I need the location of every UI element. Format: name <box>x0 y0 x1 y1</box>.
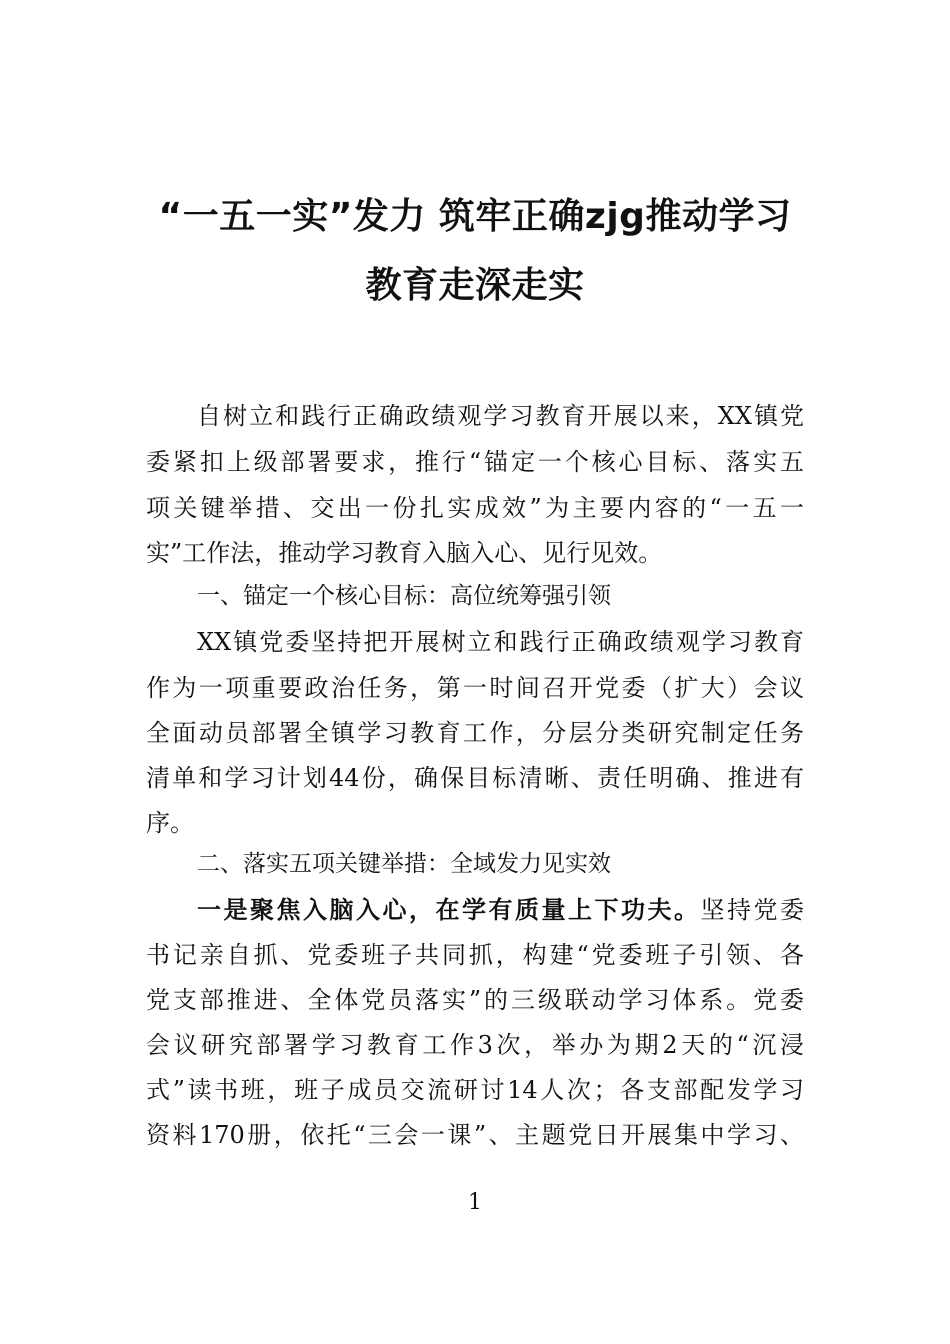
section-1-line-2: 作为一项重要政治任务，第一时间召开党委（扩大）会议 <box>146 674 804 702</box>
intro-line-1: 自树立和践行正确政绩观学习教育开展以来，XX镇党 <box>197 402 804 430</box>
section-1-line-5: 序。 <box>146 809 194 837</box>
section-1-line-1: XX镇党委坚持把开展树立和践行正确政绩观学习教育 <box>197 628 804 656</box>
section-2-line-5: 资料170册，依托“三会一课”、主题党日开展集中学习、 <box>146 1121 804 1149</box>
intro-line-4: 实”工作法，推动学习教育入脑入心、见行见效。 <box>146 539 663 567</box>
section-1-line-4: 清单和学习计划44份，确保目标清晰、责任明确、推进有 <box>146 764 804 792</box>
page-number: 1 <box>468 1190 482 1215</box>
section-2-line-3: 会议研究部署学习教育工作3次，举办为期2天的“沉浸 <box>146 1031 804 1059</box>
section-2-lead-rest: 坚持党委 <box>700 896 804 924</box>
section-2-heading: 二、落实五项关键举措：全域发力见实效 <box>197 851 611 877</box>
section-2-line-4: 式”读书班，班子成员交流研讨14人次；各支部配发学习 <box>146 1076 804 1104</box>
intro-line-3: 项关键举措、交出一份扎实成效”为主要内容的“一五一 <box>146 494 804 522</box>
document-title-line-2: 教育走深走实 <box>365 265 585 306</box>
document-title-line-1: “一五一实”发力 筑牢正确zjg推动学习 <box>158 196 792 237</box>
section-1-line-3: 全面动员部署全镇学习教育工作，分层分类研究制定任务 <box>146 719 804 747</box>
section-2-line-2: 党支部推进、全体党员落实”的三级联动学习体系。党委 <box>146 986 804 1014</box>
section-1-heading: 一、锚定一个核心目标：高位统筹强引领 <box>197 583 611 609</box>
section-2-lead-bold: 一是聚焦入脑入心，在学有质量上下功夫。 <box>197 895 701 924</box>
section-2-line-1: 书记亲自抓、党委班子共同抓，构建“党委班子引领、各 <box>146 941 804 969</box>
section-2-lead-line <box>197 895 804 924</box>
intro-line-2: 委紧扣上级部署要求，推行“锚定一个核心目标、落实五 <box>146 448 804 476</box>
